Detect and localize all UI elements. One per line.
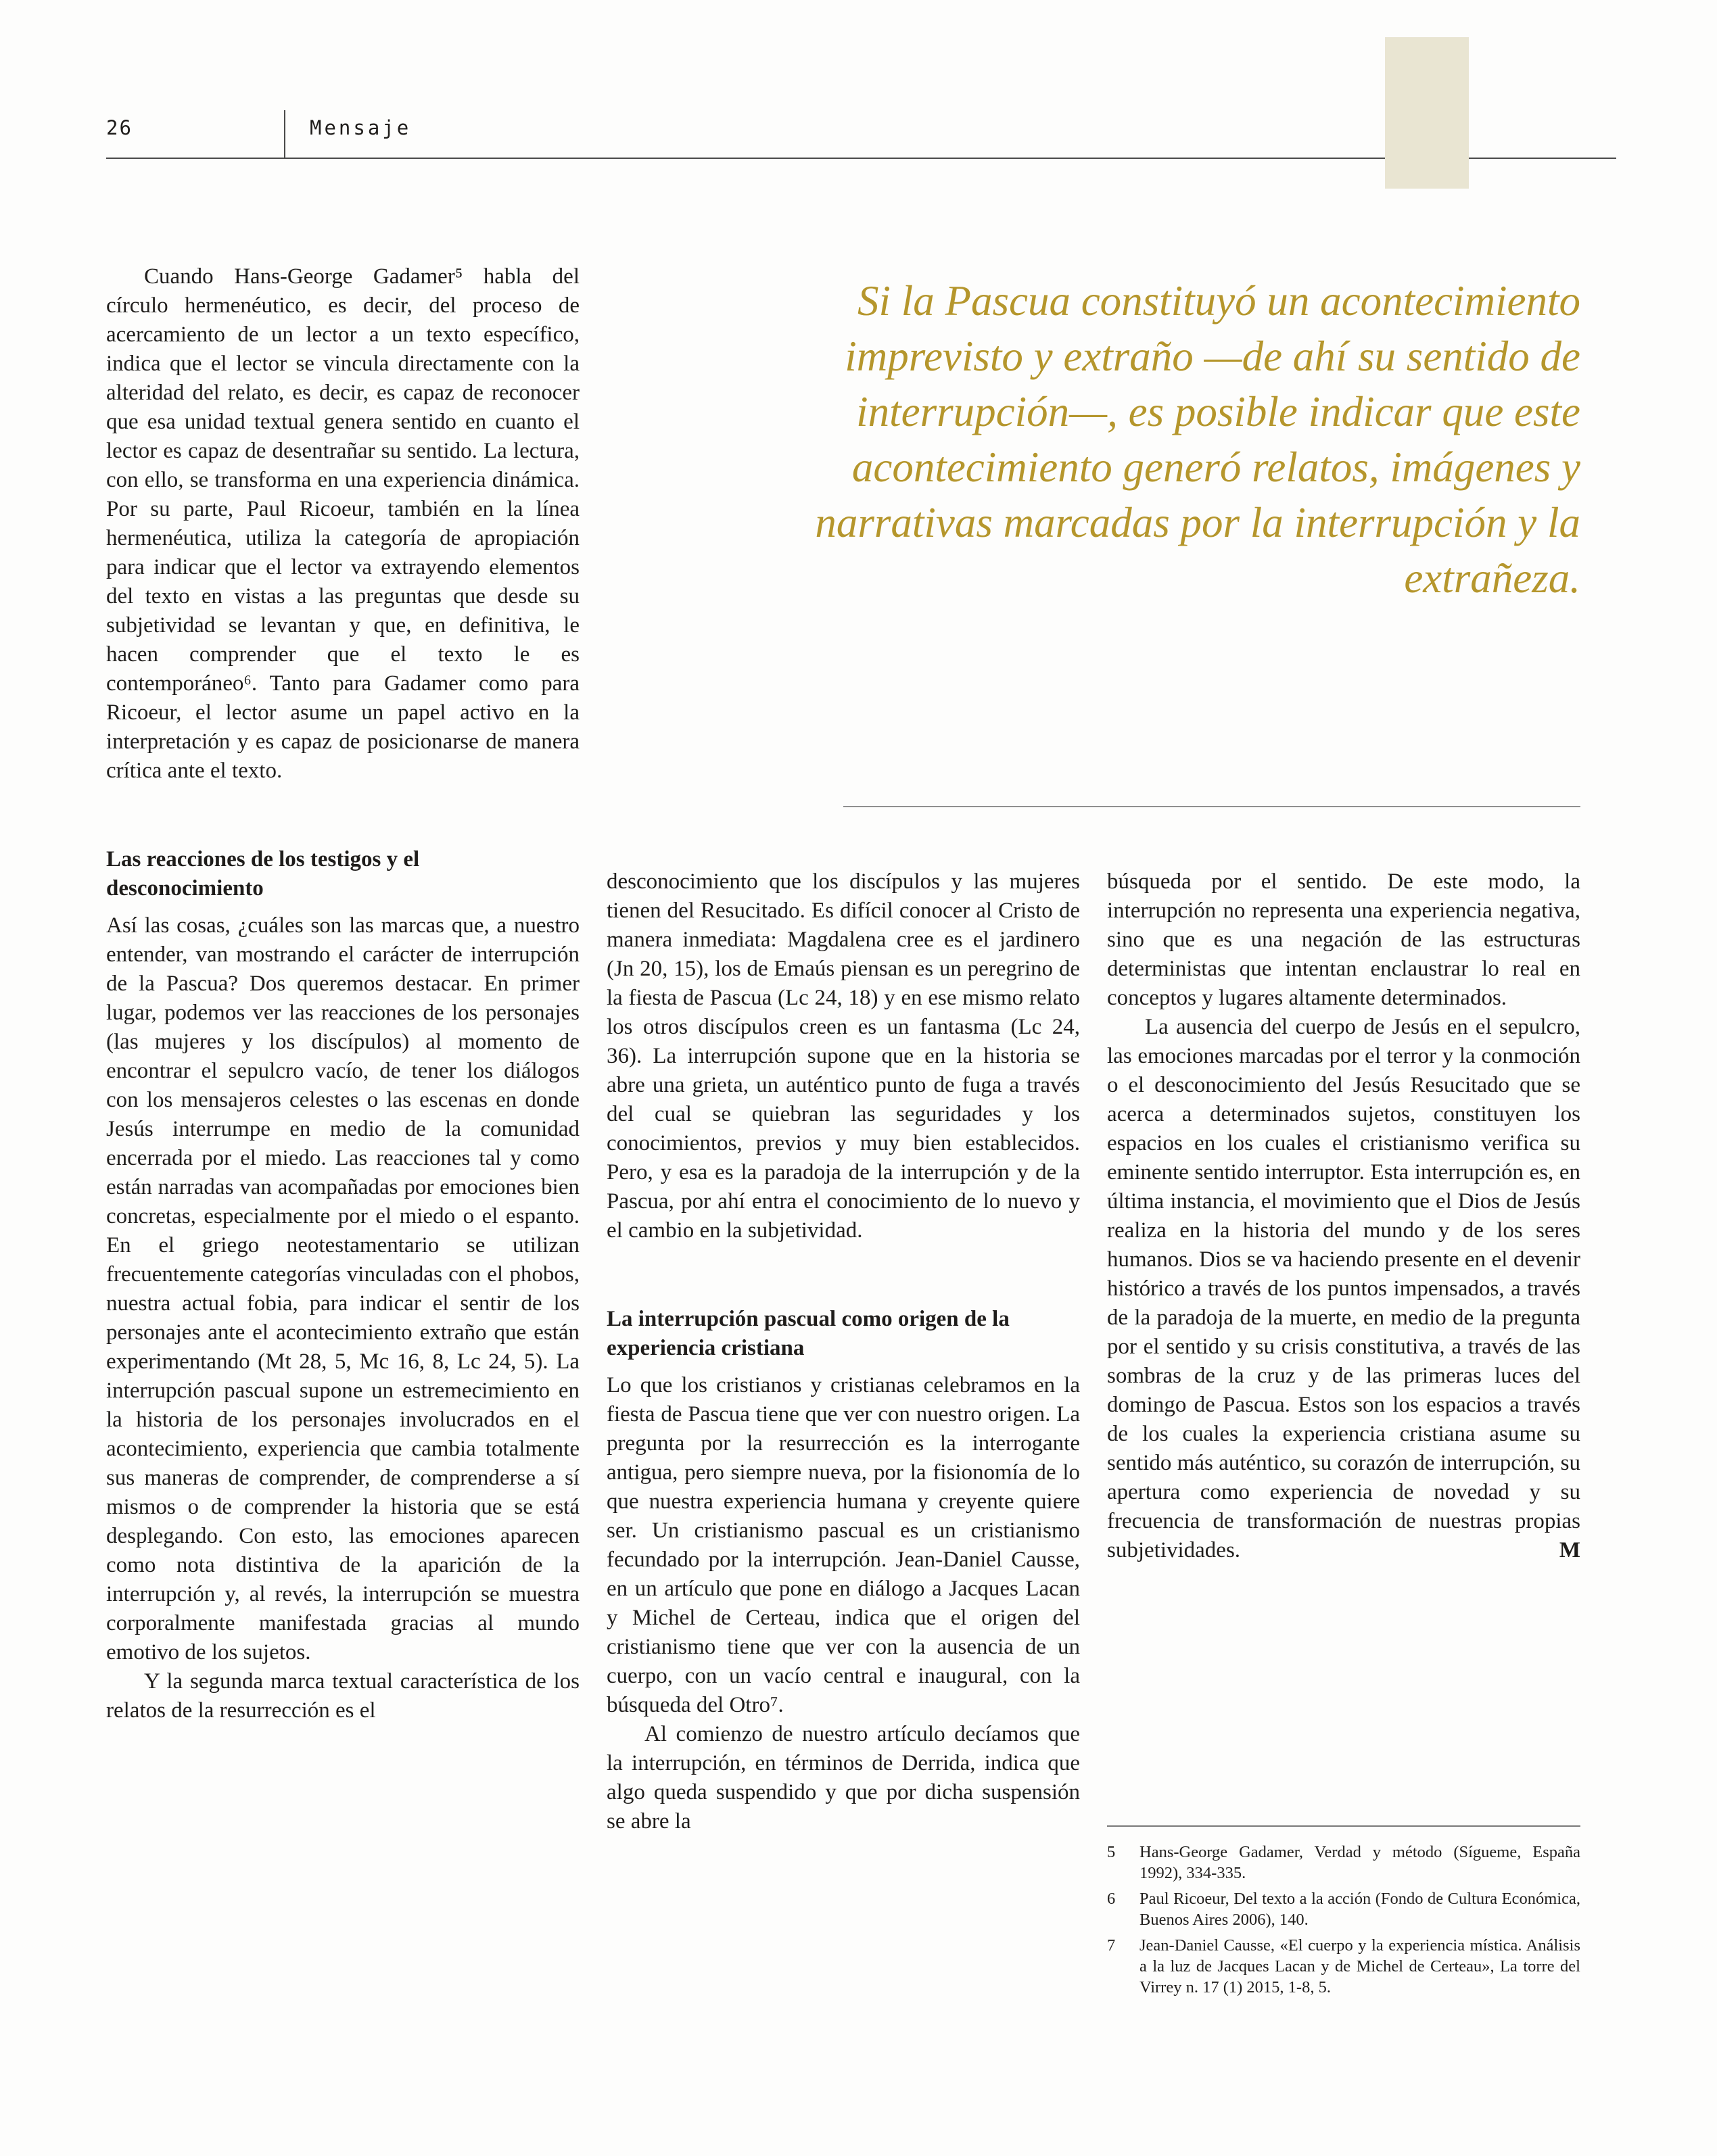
header-vertical-divider: [284, 110, 285, 159]
footnote-6-number: 6: [1107, 1890, 1116, 1908]
column-middle: [607, 867, 1080, 1836]
footnotes-rule: [1107, 1825, 1580, 1827]
footnote-7-text: Jean-Daniel Causse, «El cuerpo y la experiencia mística. Análisis a la luz de Jacques Lacan y de Michel de Certeau», La torre del Virrey n. 17 (1) 2015, 1-8, 5.: [1139, 1936, 1580, 1996]
corner-accent-block: [1385, 37, 1469, 189]
paragraph-meaning: búsqueda por el sentido. De este modo, la interrupción no representa una experiencia negativa, sino que es una negación de las estructuras deterministas que intentan enclaustrar lo real en conceptos y lugares altamente determinados.: [1107, 869, 1580, 1010]
paragraph-second-mark: Y la segunda marca textual característica de los relatos de la resurrección es el: [106, 1669, 580, 1723]
footnote-7: [1107, 1935, 1580, 1998]
column-left: [106, 262, 580, 1725]
pull-quote: Si la Pascua constituyó un acontecimiento imprevisto y extraño —de ahí su sentido de interrupción—, es posible indicar que este acontecimiento generó relatos, imágenes y narrativas marcadas por la interrupción y la extrañeza.: [815, 277, 1580, 602]
paragraph-origin: Lo que los cristianos y cristianas celebramos en la fiesta de Pascua tiene que ver con nuestro origen. La pregunta por la resurrección es la interrogante antigua, pero siempre nueva, por la fisionomía de lo que nuestra experiencia humana y creyente quiere ser. Un cristianismo pascual es un cristianismo fecundado por la interrupción. Jean-Daniel Causse, en un artículo que pone en diálogo a Jacques Lacan y Michel de Certeau, indica que el origen del cristianismo tiene que ver con la ausencia de un cuerpo, con un vacío central e inaugural, con la búsqueda del Otro⁷.: [607, 1373, 1080, 1717]
footnote-6: [1107, 1888, 1580, 1930]
footnote-5-number: 5: [1107, 1843, 1116, 1861]
footnote-5: [1107, 1842, 1580, 1884]
article-end-mark: M: [1559, 1538, 1580, 1562]
subheading-reactions: Las reacciones de los testigos y el desconocimiento: [106, 847, 420, 901]
footnote-6-text: Paul Ricoeur, Del texto a la acción (Fondo de Cultura Económica, Buenos Aires 2006), 140.: [1139, 1890, 1580, 1929]
paragraph-unknowing: desconocimiento que los discípulos y las mujeres tienen del Resucitado. Es difícil conocer al Cristo de manera inmediata: Magdalena cree es el jardinero (Jn 20, 15), los de Emaús piensan es un peregrino de la fiesta de Pascua (Lc 24, 18) y en ese mismo relato los otros discípulos creen es un fantasma (Lc 24, 36). La interrupción supone que en la historia se abre una grieta, un auténtico punto de fuga a través del cual se quiebran las seguridades y los conocimientos, previos y muy bien establecidos. Pero, y esa es la paradoja de la interrupción y de la Pascua, por ahí entra el conocimiento de lo nuevo y el cambio en la subjetividad.: [607, 869, 1080, 1243]
pull-quote-rule: [843, 806, 1580, 807]
footnote-7-number: 7: [1107, 1936, 1116, 1955]
footnotes: [1107, 1825, 1580, 2003]
magazine-name: Mensaje: [310, 116, 412, 139]
page-number: 26: [106, 116, 133, 139]
paragraph-absence: [1107, 1013, 1580, 1565]
paragraph-reactions: Así las cosas, ¿cuáles son las marcas que, a nuestro entender, van mostrando el carácter de interrupción de la Pascua? Dos queremos destacar. En primer lugar, podemos ver las reacciones de los personajes (las mujeres y los discípulos) al momento de encontrar el sepulcro vacío, de tener los diálogos con los mensajeros celestes o las escenas en donde Jesús interrumpe en medio de la comunidad encerrada por el miedo. Las reacciones tal y como están narradas van acompañadas por emociones bien concretas, especialmente por el miedo o el espanto. En el griego neotestamentario se utilizan frecuentemente categorías vinculadas con el phobos, nuestra actual fobia, para indicar el sentir de los personajes ante el acontecimiento extraño que están experimentando (Mt 28, 5, Mc 16, 8, Lc 24, 5). La interrupción pascual supone un estremecimiento en la historia de los personajes involucrados en el acontecimiento, experiencia que cambia totalmente sus maneras de comprender, de comprenderse a sí mismos o de comprender la historia que se está desplegando. Con esto, las emociones aparecen como nota distintiva de la aparición de la interrupción y, al revés, la interrupción se muestra corporalmente manifestada gracias al mundo emotivo de los sujetos.: [106, 913, 580, 1664]
paragraph-beginning: Al comienzo de nuestro artículo decíamos que la interrupción, en términos de Derrida, indica que algo queda suspendido y que por dicha suspensión se abre la: [607, 1722, 1080, 1834]
subheading-origin: La interrupción pascual como origen de la experiencia cristiana: [607, 1307, 1010, 1360]
paragraph-absence-text: La ausencia del cuerpo de Jesús en el sepulcro, las emociones marcadas por el terror y la conmoción o el desconocimiento del Jesús Resucitado que se acerca a determinados sujetos, constituyen los espacios en los cuales el cristianismo verifica su eminente sentido interruptor. Esta interrupción es, en última instancia, el movimiento que el Dios de Jesús realiza en la historia del mundo y de los seres humanos. Dios se va haciendo presente en el devenir histórico a través de los puntos impensados, a través de la paradoja de la muerte, en medio de la pregunta por el sentido y su crisis constitutiva, a través de las sombras de la cruz y de las primeras luces del domingo de Pascua. Estos son los espacios a través de los cuales la experiencia cristiana asume su sentido más auténtico, su corazón de interrupción, su apertura como experiencia de novedad y su frecuencia de transformación de nuestras propias subjetividades.: [1107, 1015, 1580, 1562]
paragraph-intro: Cuando Hans-George Gadamer⁵ habla del círculo hermenéutico, es decir, del proceso de acercamiento de un lector a un texto específico, indica que el lector se vincula directamente con la alteridad del relato, es decir, es capaz de reconocer que esa unidad textual genera sentido en cuanto el lector es capaz de desentrañar su sentido. La lectura, con ello, se transforma en una experiencia dinámica. Por su parte, Paul Ricoeur, también en la línea hermenéutica, utiliza la categoría de apropiación para indicar que el lector va extrayendo elementos del texto en vistas a las preguntas que desde su subjetividad se levantan y que, en definitiva, le hacen comprender que el texto le es contemporáneo⁶. Tanto para Gadamer como para Ricoeur, el lector asume un papel activo en la interpretación y es capaz de posicionarse de manera crítica ante el texto.: [106, 264, 580, 783]
column-right: [1107, 867, 1580, 1565]
footnote-5-text: Hans-George Gadamer, Verdad y método (Sígueme, España 1992), 334-335.: [1139, 1843, 1580, 1882]
